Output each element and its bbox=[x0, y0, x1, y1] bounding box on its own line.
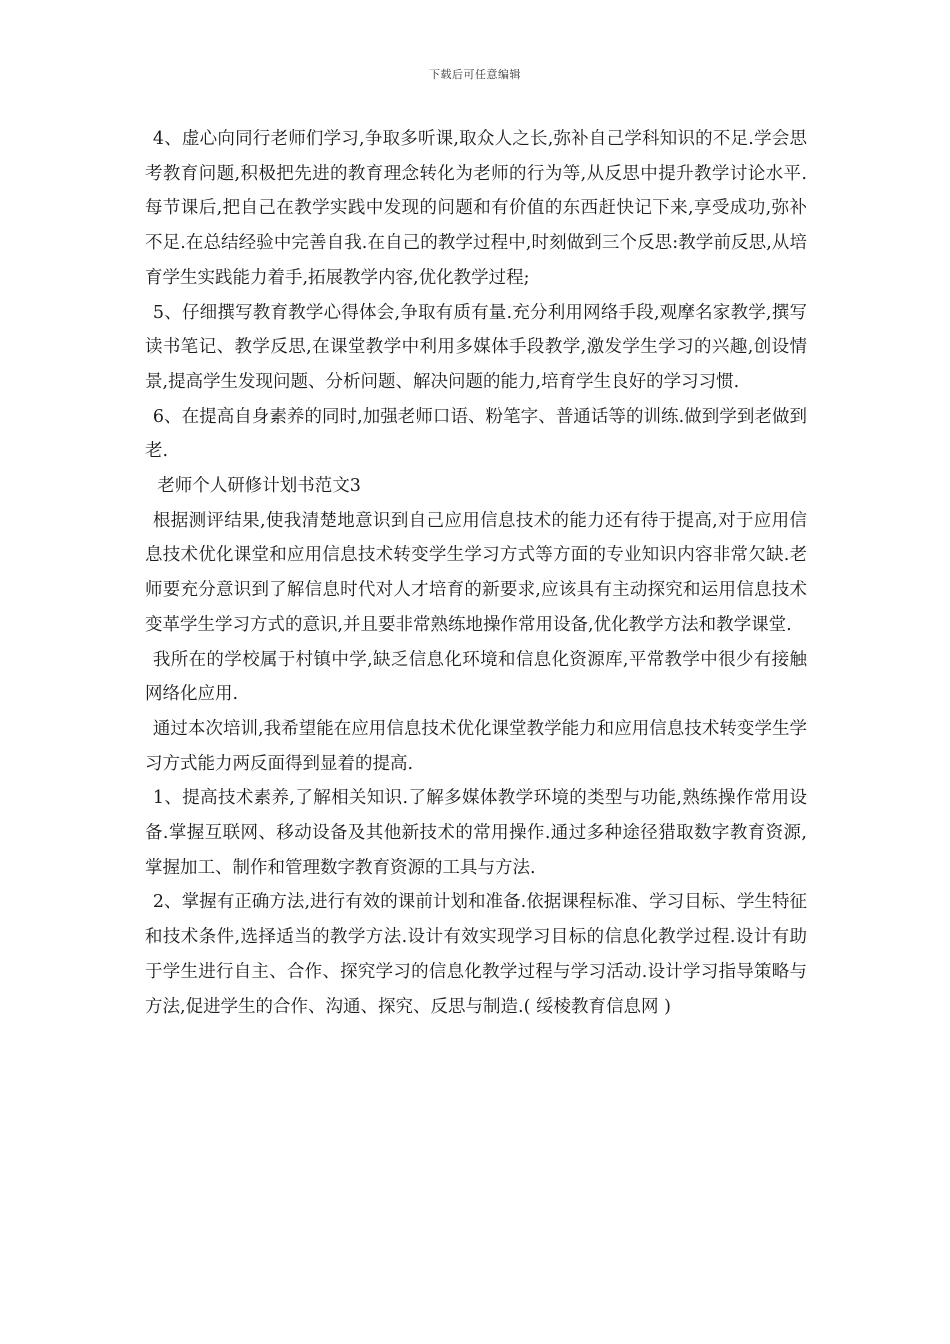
page-header: 下载后可任意编辑 bbox=[429, 68, 521, 81]
paragraph-school: 我所在的学校属于村镇中学,缺乏信息化环境和信息化资源库,平常教学中很少有接触网络化应用. bbox=[145, 649, 807, 705]
paragraph-assessment: 根据测评结果,使我清楚地意识到自己应用信息技术的能力还有待于提高,对于应用信息技术优化课堂和应用信息技术转变学生学习方式等方面的专业知识内容非常欠缺.老师要充分意识到了解信息时代对人才培育的新要求,应该具有主动探究和运用信息技术变革学生学习方式的意识,并且要非常熟练地操作常用设备,优化教学方法和教学课堂. bbox=[145, 510, 807, 635]
paragraph-item-4: 4、虚心向同行老师们学习,争取多听课,取众人之长,弥补自己学科知识的不足.学会思考教育问题,积极把先进的教育理念转化为老师的行为等,从反思中提升教学讨论水平.每节课后,把自己在教学实践中发现的问题和有价值的东西赶快记下来,享受成功,弥补不足.在总结经验中完善自我.在自己的教学过程中,时刻做到三个反思:教学前反思,从培育学生实践能力着手,拓展教学内容,优化教学过程; bbox=[145, 129, 807, 288]
paragraph-item-5: 5、仔细撰写教育教学心得体会,争取有质有量.充分利用网络手段,观摩名家教学,撰写读书笔记、教学反思,在课堂教学中利用多媒体手段教学,激发学生学习的兴趣,创设情景,提高学生发现问题、分析问题、解决问题的能力,培育学生良好的学习习惯. bbox=[145, 302, 807, 392]
paragraph-item-2: 2、掌握有正确方法,进行有效的课前计划和准备.依据课程标准、学习目标、学生特征和技术条件,选择适当的教学方法.设计有效实现学习目标的信息化教学过程.设计有助于学生进行自主、合作、探究学习的信息化教学过程与学习活动.设计学习指导策略与方法,促进学生的合作、沟通、探究、反思与制造.( 绥棱教育信息网 ) bbox=[145, 892, 807, 1017]
paragraph-item-6: 6、在提高自身素养的同时,加强老师口语、粉笔字、普通话等的训练.做到学到老做到老. bbox=[145, 406, 807, 462]
paragraph-training-goal: 通过本次培训,我希望能在应用信息技术优化课堂教学能力和应用信息技术转变学生学习方式能力两反面得到显着的提高. bbox=[145, 718, 807, 774]
document-body bbox=[145, 122, 807, 1024]
section-heading: 老师个人研修计划书范文3 bbox=[157, 476, 361, 497]
paragraph-item-1: 1、提高技术素养,了解相关知识.了解多媒体教学环境的类型与功能,熟练操作常用设备.掌握互联网、移动设备及其他新技术的常用操作.通过多种途径猎取数字教育资源,掌握加工、制作和管理数字教育资源的工具与方法. bbox=[145, 788, 807, 878]
